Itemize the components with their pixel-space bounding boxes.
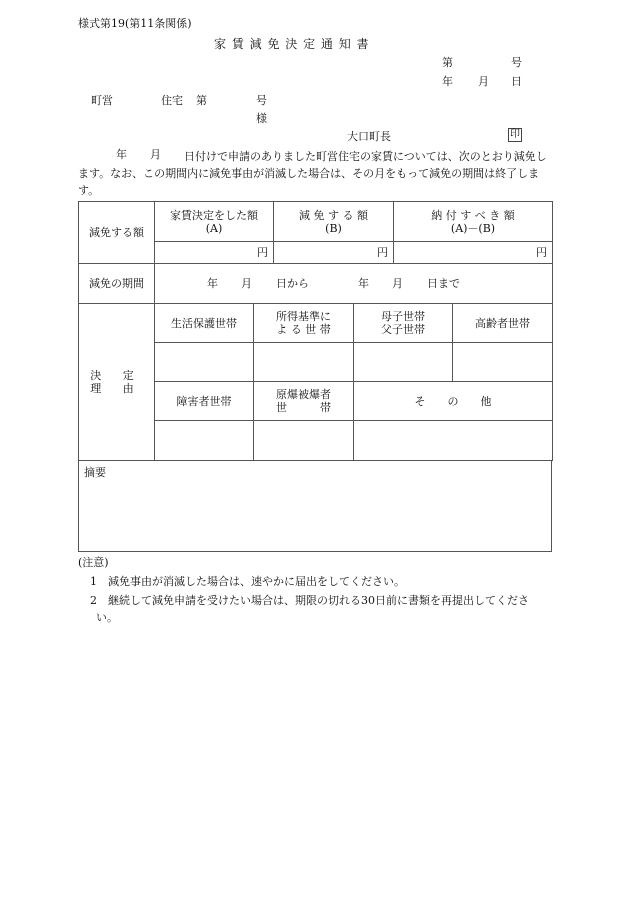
document-title: 家 賃 減 免 決 定 通 知 書 (214, 37, 370, 51)
memo-label: 摘要 (84, 466, 106, 479)
col-a-header: 家賃決定をした額 (A) (155, 202, 274, 242)
reason-welfare-check[interactable] (155, 343, 254, 382)
form-number: 様式第19(第11条関係) (78, 17, 192, 30)
reason-elderly: 高齢者世帯 (453, 304, 553, 343)
col-b-amount-field[interactable]: 円 (274, 242, 394, 264)
reason-atomic-bomb-check[interactable] (254, 421, 354, 461)
recipient-honorific: 様 (256, 112, 267, 125)
date-day: 日 (511, 75, 522, 88)
reason-other: そ の 他 (354, 382, 553, 421)
doc-number-prefix: 第 (442, 56, 453, 69)
reason-other-check[interactable] (354, 421, 553, 461)
reduction-table (78, 201, 553, 461)
issuer-name: 大口町長 (347, 130, 391, 143)
col-b-header: 減 免 す る 額 (B) (274, 202, 394, 242)
seal-stamp-box (508, 128, 522, 142)
recipient-number-suffix: 号 (256, 94, 267, 107)
col-a-amount-field[interactable]: 円 (155, 242, 274, 264)
period-field[interactable]: 年 月 日から 年 月 日まで (155, 264, 553, 304)
body-year: 年 (116, 148, 127, 161)
doc-number-suffix: 号 (511, 56, 522, 69)
reason-welfare: 生活保護世帯 (155, 304, 254, 343)
reason-elderly-check[interactable] (453, 343, 553, 382)
seal-icon: 印 (510, 129, 520, 140)
body-text: 日付けで申請のありました町営住宅の家賃については、次のとおり減免します。なお、この期間内に減免事由が消滅した場合は、その月をもって減免の期間は終了します。 (78, 150, 547, 197)
reason-atomic-bomb: 原爆被爆者 世 帯 (254, 382, 354, 421)
notes-heading: (注意) (78, 556, 109, 569)
body-month: 月 (150, 148, 161, 161)
note-item-2-continued: い。 (96, 611, 118, 624)
note-item-2: 2 継続して減免申請を受けたい場合は、期限の切れる30日前に書類を再提出してくださ (90, 594, 529, 607)
period-label: 減免の期間 (79, 264, 155, 304)
reason-disabled-check[interactable] (155, 421, 254, 461)
amount-row-label: 減免する額 (79, 202, 155, 264)
recipient-number-prefix: 第 (196, 94, 207, 107)
col-c-amount-field[interactable]: 円 (394, 242, 553, 264)
reason-single-parent-check[interactable] (354, 343, 453, 382)
reason-income-check[interactable] (254, 343, 354, 382)
date-year: 年 (442, 75, 453, 88)
date-month: 月 (478, 75, 489, 88)
col-c-header: 納 付 す べ き 額 (A)－(B) (394, 202, 553, 242)
reason-income: 所得基準に よ る 世 帯 (254, 304, 354, 343)
reason-label: 決 定 理 由 (79, 304, 155, 461)
note-item-1: 1 減免事由が消滅した場合は、速やかに届出をしてください。 (90, 575, 405, 588)
reason-disabled: 障害者世帯 (155, 382, 254, 421)
reason-single-parent: 母子世帯 父子世帯 (354, 304, 453, 343)
recipient-town-label: 町営 (91, 94, 113, 107)
memo-box[interactable] (78, 461, 552, 552)
recipient-housing-label: 住宅 (161, 94, 183, 107)
